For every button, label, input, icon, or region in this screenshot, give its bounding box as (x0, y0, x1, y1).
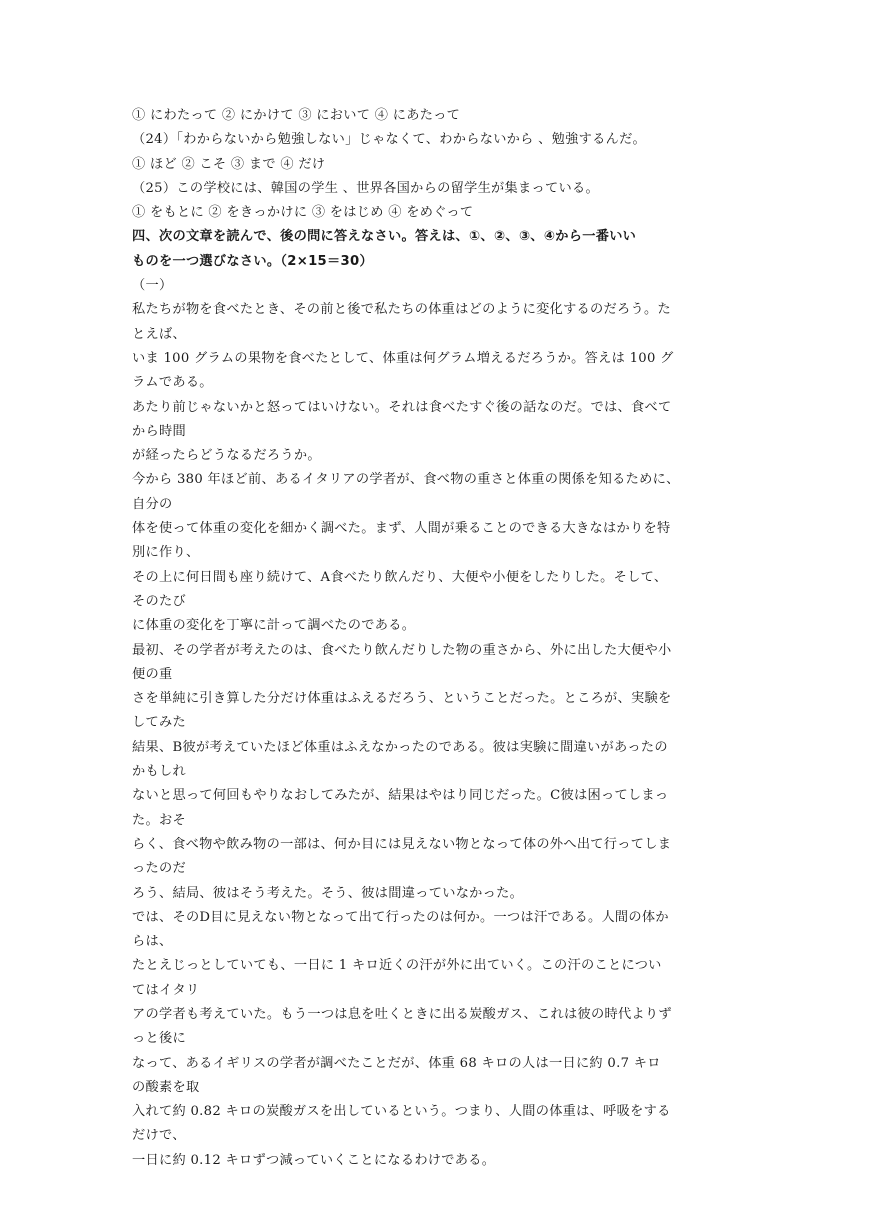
passage-line: いま 100 グラムの果物を食べたとして、体重は何グラム増えるだろうか。答えは 100 グ (132, 350, 674, 366)
passage-line: た。おそ (132, 812, 186, 828)
passage-line: そのたび (132, 593, 186, 609)
passage-line: では、そのD目に見えない物となって出て行ったのは何か。一つは汗である。人間の体か (132, 909, 669, 925)
subsection-label: （一） (132, 278, 173, 294)
passage-line: てはイタリ (132, 982, 200, 998)
passage-line: なって、あるイギリスの学者が調べたことだが、体重 68 キロの人は一日に約 0.7 キロ (132, 1055, 661, 1071)
passage-line: 体を使って体重の変化を細かく調べた。まず、人間が乗ることのできる大きなはかりを特 (132, 521, 671, 537)
passage-line: ったのだ (132, 861, 186, 877)
passage-line: っと後に (132, 1031, 186, 1047)
passage-line: 別に作り、 (132, 545, 200, 561)
passage-line: 最初、その学者が考えたのは、食べたり飲んだりした物の重さから、外に出した大便や小 (132, 642, 672, 658)
passage-line: 入れて約 0.82 キロの炭酸ガスを出しているという。つまり、人間の体重は、呼吸をする (132, 1104, 671, 1120)
passage-line: が経ったらどうなるだろうか。 (132, 448, 321, 464)
passage-line: から時間 (132, 423, 186, 439)
passage-line: らは、 (132, 934, 173, 950)
passage-line: 私たちが物を食べたとき、その前と後で私たちの体重はどのように変化するのだろう。た (132, 302, 671, 318)
passage-line: たとえじっとしていても、一日に 1 キロ近くの汗が外に出ていく。この汗のことについ (132, 958, 662, 974)
options-q25: ① をもとに ② をきっかけに ③ をはじめ ④ をめぐって (132, 205, 474, 221)
passage-line: 今から 380 年ほど前、あるイタリアの学者が、食べ物の重さと体重の関係を知るために、 (132, 472, 680, 488)
options-q23: ① にわたって ② にかけて ③ において ④ にあたって (132, 108, 461, 123)
passage-line: の酸素を取 (132, 1079, 200, 1095)
passage-line: とえば、 (132, 326, 186, 342)
passage-line: だけで、 (132, 1128, 186, 1144)
passage-line: 一日に約 0.12 キロずつ減っていくことになるわけである。 (132, 1152, 496, 1168)
passage-line: その上に何日間も座り続けて、A食べたり飲んだり、大便や小便をしたりした。そして、 (132, 569, 668, 585)
passage-line: かもしれ (132, 764, 186, 780)
passage-line: してみた (132, 715, 186, 731)
passage-line: 便の重 (132, 666, 173, 682)
question-24: （24）「わからないから勉強しない」じゃなくて、わからないから 、勉強するんだ。 (132, 132, 647, 148)
passage-line: らく、食べ物や飲み物の一部は、何か目には見えない物となって体の外へ出て行ってしま (132, 836, 672, 852)
passage-line: 自分の (132, 496, 173, 512)
options-q24: ① ほど ② こそ ③ まで ④ だけ (132, 156, 326, 172)
document-page (132, 104, 740, 1173)
section-heading: 四、次の文章を読んで、後の問に答えなさい。答えは、①、②、③、④から一番いい (132, 229, 637, 245)
section-heading-cont: ものを一つ選びなさい。（2×15＝30） (132, 253, 373, 269)
question-25: （25）この学校には、韓国の学生 、世界各国からの留学生が集まっている。 (132, 180, 599, 196)
passage-line: ろう、結局、彼はそう考えた。そう、彼は間違っていなかった。 (132, 885, 524, 901)
passage-line: 結果、B彼が考えていたほど体重はふえなかったのである。彼は実験に間違いがあったの (132, 739, 668, 755)
passage-line: アの学者も考えていた。もう一つは息を吐くときに出る炭酸ガス、これは彼の時代よりず (132, 1006, 672, 1022)
passage-line: ラムである。 (132, 375, 213, 391)
passage-line: あたり前じゃないかと怒ってはいけない。それは食べたすぐ後の話なのだ。では、食べて (132, 399, 672, 415)
passage-line: ないと思って何回もやりなおしてみたが、結果はやはり同じだった。C彼は困ってしまっ (132, 788, 669, 804)
passage-line: に体重の変化を丁寧に計って調べたのである。 (132, 618, 416, 634)
passage-line: さを単純に引き算した分だけ体重はふえるだろう、ということだった。ところが、実験を (132, 691, 672, 707)
